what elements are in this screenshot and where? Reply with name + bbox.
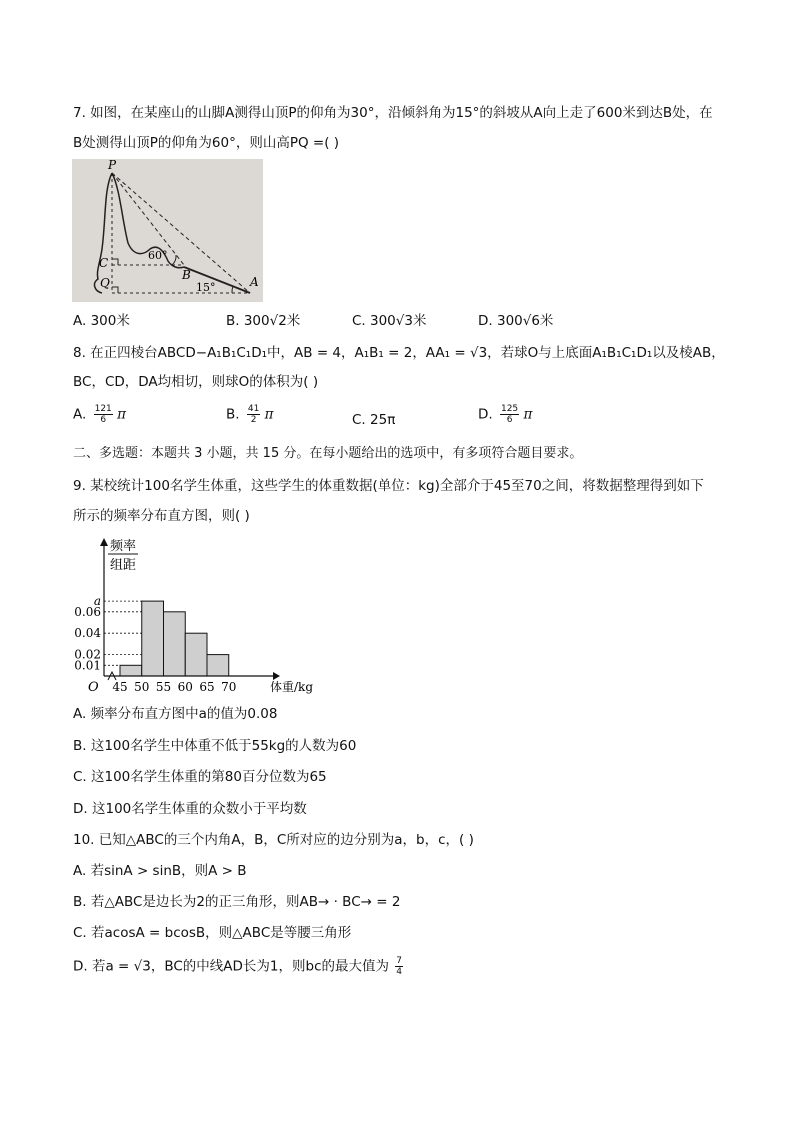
- q7-option-d: D. 300√6米: [478, 313, 554, 329]
- label-C: C: [99, 256, 109, 270]
- y-tick-label: 0.06: [74, 604, 101, 619]
- q10-option-a: A. 若sinA > sinB，则A > B: [73, 863, 247, 879]
- histogram-bar: [185, 633, 207, 676]
- label-Q: Q: [100, 276, 110, 290]
- q10-option-d: [73, 956, 403, 977]
- fraction-numerator: 7: [396, 956, 403, 966]
- x-tick-label: 65: [199, 680, 215, 694]
- label-B: B: [182, 268, 191, 282]
- y-label-top: 频率: [110, 539, 137, 554]
- y-label-bottom: 组距: [110, 558, 137, 573]
- q8-option-a: [73, 404, 126, 425]
- q8-line-2: BC，CD，DA均相切，则球O的体积为( ): [73, 374, 319, 390]
- q9-option-d: D. 这100名学生体重的众数小于平均数: [73, 801, 307, 817]
- q7-option-a: A. 300米: [73, 313, 130, 329]
- histogram-bar: [207, 655, 229, 676]
- y-tick-label: a: [93, 594, 101, 609]
- fraction-numerator: 125: [500, 404, 519, 414]
- origin-label: O: [88, 680, 99, 695]
- label-P: P: [108, 158, 117, 172]
- fraction-denominator: 6: [100, 415, 107, 425]
- q10-line-1: 10. 已知△ABC的三个内角A，B，C所对应的边分别为a，b，c，( ): [73, 832, 474, 848]
- option-letter: D.: [478, 406, 493, 423]
- y-axis-arrow: [100, 538, 108, 546]
- fraction-denominator: 2: [250, 415, 257, 425]
- x-tick-label: 70: [221, 680, 237, 694]
- q8-option-c: [352, 410, 395, 430]
- label-A: A: [250, 275, 259, 289]
- q9-option-a: A. 频率分布直方图中a的值为0.08: [73, 706, 278, 722]
- q7-line-2: B处测得山顶P的仰角为60°，则山高PQ =( ): [73, 135, 340, 151]
- fraction-denominator: 4: [396, 967, 403, 977]
- x-tick-label: 45: [112, 680, 128, 694]
- q9-option-b: B. 这100名学生中体重不低于55kg的人数为60: [73, 738, 357, 754]
- option-letter: B.: [226, 406, 240, 423]
- pi-symbol: π: [117, 406, 126, 423]
- label-angle-60: 60°: [148, 249, 168, 262]
- q7-option-b: B. 300√2米: [226, 313, 301, 329]
- q8-option-d: [478, 404, 532, 425]
- fraction-denominator: 6: [506, 415, 513, 425]
- q7-mountain-figure: [72, 159, 263, 306]
- y-tick-label: 0.02: [74, 647, 101, 662]
- x-tick-label: 60: [177, 680, 193, 694]
- q8-option-b: [226, 404, 273, 425]
- x-axis-label: 体重/kg: [270, 680, 313, 694]
- mountain-diagram: [72, 159, 263, 302]
- q10-option-d-text: D. 若a = √3，BC的中线AD长为1，则bc的最大值为: [73, 958, 389, 975]
- option-value: 25π: [370, 412, 396, 428]
- histogram-bar: [164, 612, 186, 676]
- q9-option-c: C. 这100名学生体重的第80百分位数为65: [73, 769, 327, 785]
- q9-line-2: 所示的频率分布直方图，则( ): [73, 508, 250, 524]
- histogram-chart: [68, 534, 313, 699]
- fraction-numerator: 121: [94, 404, 112, 414]
- option-letter: C.: [352, 412, 366, 428]
- q10-option-b: B. 若△ABC是边长为2的正三角形，则AB→ · BC→ = 2: [73, 894, 401, 910]
- pi-symbol: π: [264, 406, 274, 423]
- option-letter: A.: [73, 406, 87, 423]
- q9-histogram: [68, 534, 313, 703]
- q8-line-1: 8. 在正四棱台ABCD−A₁B₁C₁D₁中，AB = 4，A₁B₁ = 2，AA₁ = √3，若球O与上底面A₁B₁C₁D₁以及棱AB，: [73, 345, 725, 361]
- label-angle-15: 15°: [196, 281, 216, 294]
- y-tick-label: 0.04: [74, 626, 101, 641]
- pi-symbol: π: [523, 406, 533, 423]
- section-2-title: 二、多选题：本题共 3 小题，共 15 分。在每小题给出的选项中，有多项符合题目要求。: [73, 446, 583, 461]
- fraction-numerator: 41: [247, 404, 260, 414]
- q9-line-1: 9. 某校统计100名学生体重，这些学生的体重数据(单位：kg)全部介于45至70之间，将数据整理得到如下: [73, 478, 704, 494]
- histogram-bar: [120, 665, 142, 676]
- x-tick-label: 50: [134, 680, 150, 694]
- y-tick-label: 0.01: [74, 658, 101, 673]
- x-tick-label: 55: [155, 680, 172, 694]
- q7-option-c: C. 300√3米: [352, 313, 427, 329]
- q10-option-c: C. 若acosA = bcosB，则△ABC是等腰三角形: [73, 925, 352, 941]
- q7-line-1: 7. 如图，在某座山的山脚A测得山顶P的仰角为30°，沿倾斜角为15°的斜坡从A向上走了600米到达B处，在: [73, 105, 713, 121]
- x-axis-arrow: [273, 672, 280, 680]
- histogram-bar: [142, 601, 164, 676]
